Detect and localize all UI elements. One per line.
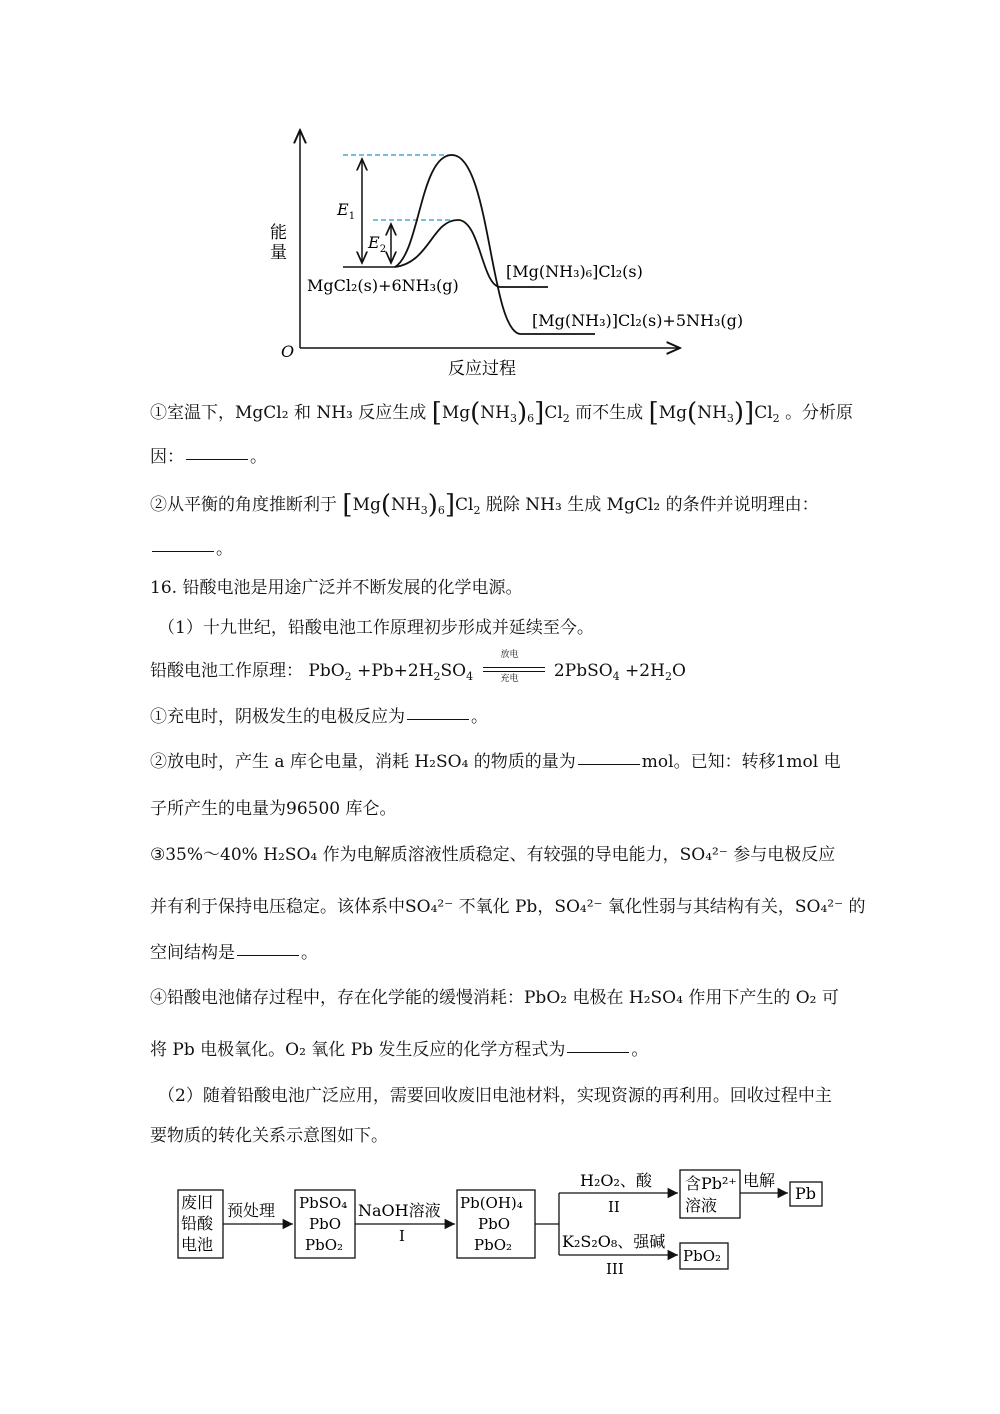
x-axis-label: 反应过程 <box>448 359 516 379</box>
product1-label: [Mg(NH₃)₆]Cl₂(s) <box>506 262 643 281</box>
origin-label: O <box>281 342 295 361</box>
answer-blank[interactable] <box>152 550 214 552</box>
q16-s1-text: ①充电时，阴极发生的电极反应为 <box>150 707 405 727</box>
box2-line1: PbSO₄ <box>299 1194 348 1212</box>
answer-blank[interactable] <box>407 718 469 720</box>
answer-blank[interactable] <box>578 763 640 765</box>
box4-line1: 含Pb²⁺ <box>685 1174 737 1193</box>
q16-title: 16. 铅酸电池是用途广泛并不断发展的化学电源。 <box>150 578 523 598</box>
q16-s3-line3 <box>150 943 318 963</box>
product2-label: [Mg(NH₃)]Cl₂(s)+5NH₃(g) <box>532 311 744 330</box>
box3-line2: PbO <box>478 1215 510 1233</box>
q15-item2-end: 。 <box>216 539 233 559</box>
box1-line1: 废旧 <box>181 1193 214 1212</box>
curve-e1 <box>395 155 595 334</box>
q16-s3-end: 。 <box>301 943 318 963</box>
q16-s2-text-b: mol。已知：转移1mol 电 <box>641 752 841 772</box>
box1-line3: 电池 <box>181 1235 214 1254</box>
q15-item1-end: 。 <box>250 447 267 467</box>
charge-label: 充电 <box>500 674 519 684</box>
step1-label: NaOH溶液 <box>358 1201 441 1220</box>
q16-s3-text-c: 空间结构是 <box>150 943 235 963</box>
q16-part2-line1: （2）随着铅酸电池广泛应用，需要回收废旧电池材料，实现资源的再利用。回收过程中主 <box>158 1086 832 1106</box>
q16-s4-line2 <box>150 1040 648 1060</box>
pb-product-box <box>790 1182 822 1206</box>
reversible-arrow <box>479 650 549 684</box>
y-axis-label-1: 能 <box>270 223 287 243</box>
q15-item1-line2 <box>150 447 267 467</box>
step3-label: K₂S₂O₈、强碱 <box>562 1232 666 1251</box>
q15-item2-text-a: ②从平衡的角度推断利于 <box>150 495 337 515</box>
principle-label: 铅酸电池工作原理： <box>150 661 303 681</box>
answer-blank[interactable] <box>237 954 299 956</box>
hydroxide-box <box>457 1190 535 1258</box>
waste-battery-box <box>178 1190 223 1258</box>
box6-text: PbO₂ <box>683 1247 722 1265</box>
q16-s3-line1: ③35%～40% H₂SO₄ 作为电解质溶液性质稳定、有较强的导电能力，SO₄²⁻ 参与电极反应 <box>150 845 836 865</box>
q15-item1-line1: ①室温下，MgCl₂ 和 NH₃ 反应生成 $[Mg(NH_3)_6]Cl_2$ 而不生成 $[Mg(NH_3)]Cl_2$ 。分析原 <box>150 398 854 428</box>
q16-part2-line2: 要物质的转化关系示意图如下。 <box>150 1126 388 1146</box>
box1-line2: 铅酸 <box>181 1214 214 1233</box>
box2-line3: PbO₂ <box>305 1236 344 1254</box>
step2-number: II <box>608 1198 620 1216</box>
q16-s3-line2: 并有利于保持电压稳定。该体系中SO₄²⁻ 不氧化 Pb，SO₄²⁻ 氧化性弱与其结构有关，SO₄²⁻ 的 <box>150 897 866 917</box>
q16-s2-line1 <box>150 752 841 772</box>
q15-item2-text-b: 脱除 NH₃ 生成 MgCl₂ 的条件并说明理由： <box>485 495 819 515</box>
q15-item2-line2 <box>150 539 233 559</box>
answer-blank[interactable] <box>186 458 248 460</box>
answer-blank[interactable] <box>567 1051 629 1053</box>
reactants-label: MgCl₂(s)+6NH₃(g) <box>307 276 459 295</box>
e1-label: $E_1$ <box>337 200 356 222</box>
q16-principle: 铅酸电池工作原理： $PbO_2 +Pb+2H_2SO_4$ 放电 充电 2PbSO$_4$ $+2H_2O$ <box>150 650 686 684</box>
step2-label: H₂O₂、酸 <box>580 1171 652 1190</box>
step1-number: I <box>399 1227 405 1245</box>
q16-s4-line1: ④铅酸电池储存过程中，存在化学能的缓慢消耗：PbO₂ 电极在 H₂SO₄ 作用下产生的 O₂ 可 <box>150 988 839 1008</box>
mixture-box <box>295 1190 355 1258</box>
q16-part1: （1）十九世纪，铅酸电池工作原理初步形成并延续至今。 <box>158 618 594 638</box>
pb-ion-solution-box <box>680 1170 740 1218</box>
q16-s1 <box>150 707 488 727</box>
pretreat-label: 预处理 <box>227 1201 276 1220</box>
y-axis-label-2: 量 <box>270 243 287 263</box>
q15-item1-text-a: ①室温下，MgCl₂ 和 NH₃ 反应生成 <box>150 403 427 423</box>
q15-item2-line1: ②从平衡的角度推断利于 $[Mg(NH_3)_6]Cl_2$ 脱除 NH₃ 生成 MgCl₂ 的条件并说明理由： <box>150 490 819 520</box>
discharge-label: 放电 <box>500 650 519 660</box>
step3-number: III <box>606 1260 624 1278</box>
q15-item1-text-d: 因： <box>150 447 184 467</box>
box3-line1: Pb(OH)₄ <box>460 1194 523 1212</box>
q16-s4-end: 。 <box>631 1040 649 1060</box>
box4-line2: 溶液 <box>685 1196 718 1215</box>
e2-label: $E_2$ <box>368 233 387 255</box>
q16-s2-line2: 子所产生的电量为96500 库仑。 <box>150 799 397 819</box>
box3-line3: PbO₂ <box>474 1236 513 1254</box>
q16-s1-end: 。 <box>471 707 488 727</box>
q16-s2-text-a: ②放电时，产生 a 库仑电量，消耗 H₂SO₄ 的物质的量为 <box>150 752 576 772</box>
box5-text: Pb <box>795 1184 817 1203</box>
q16-s4-text-b: 将 Pb 电极氧化。O₂ 氧化 Pb 发生反应的化学方程式为 <box>150 1040 566 1060</box>
electrolysis-label: 电解 <box>743 1171 776 1190</box>
q15-item1-text-c: 。分析原 <box>785 403 854 423</box>
pbo2-product-box <box>680 1243 728 1269</box>
box2-line2: PbO <box>309 1215 341 1233</box>
q15-item1-text-b: 而不生成 <box>575 403 644 423</box>
energy-diagram <box>0 0 1000 380</box>
